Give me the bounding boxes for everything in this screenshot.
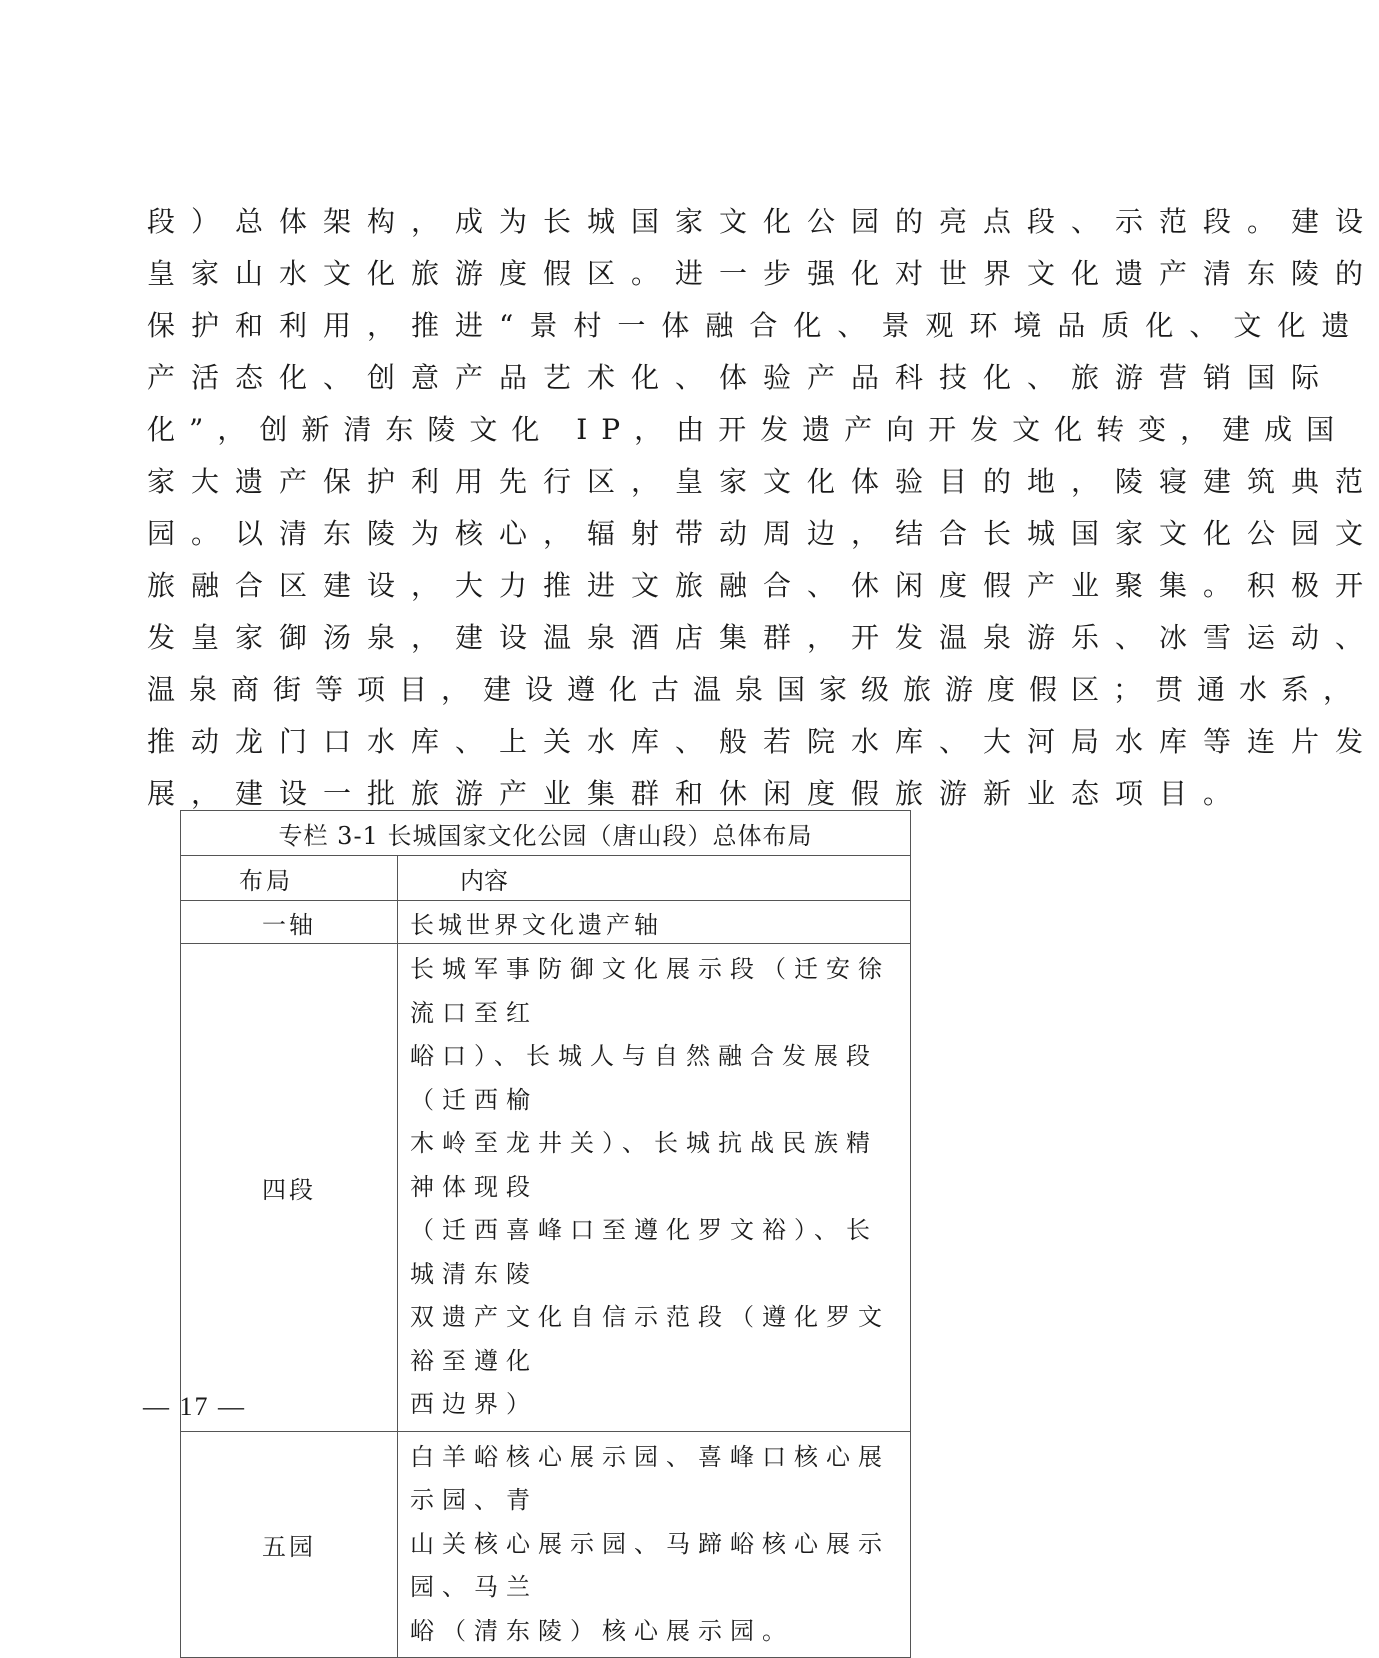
paragraph-line: 推动龙门口水库、上关水库、般若院水库、大河局水库等连片发 xyxy=(147,725,1379,758)
table-header-row xyxy=(181,856,911,901)
content-line: 双遗产文化自信示范段（遵化罗文裕至遵化 xyxy=(410,1303,890,1375)
paragraph-line: 展，建设一批旅游产业集群和休闲度假旅游新业态项目。 xyxy=(147,777,1248,810)
table-row xyxy=(181,1431,911,1658)
content-line: 峪口）、长城人与自然融合发展段（迁西榆 xyxy=(410,1042,878,1114)
content-cell xyxy=(398,944,911,1432)
paragraph-line: 化”，创新清东陵文化 IP，由开发遗产向开发文化转变，建成国 xyxy=(147,413,1349,446)
paragraph-line: 园。以清东陵为核心，辐射带动周边，结合长城国家文化公园文 xyxy=(147,517,1379,550)
content-line: 山关核心展示园、马蹄峪核心展示园、马兰 xyxy=(410,1529,890,1601)
content-line: 白羊峪核心展示园、喜峰口核心展示园、青 xyxy=(410,1442,890,1514)
content-line: 长城世界文化遗产轴 xyxy=(410,910,662,939)
page-number: — 17 — xyxy=(143,1392,246,1421)
content-cell xyxy=(398,1431,911,1658)
paragraph-line: 家大遗产保护利用先行区，皇家文化体验目的地，陵寝建筑典范 xyxy=(147,465,1379,498)
content-line: 峪（清东陵）核心展示园。 xyxy=(410,1616,794,1645)
table-title: 专栏 3-1 长城国家文化公园（唐山段）总体布局 xyxy=(181,811,911,856)
paragraph-line: 皇家山水文化旅游度假区。进一步强化对世界文化遗产清东陵的 xyxy=(147,257,1379,290)
paragraph-line: 发皇家御汤泉，建设温泉酒店集群，开发温泉游乐、冰雪运动、 xyxy=(147,621,1379,654)
paragraph-line: 温泉商街等项目，建设遵化古温泉国家级旅游度假区；贯通水系， xyxy=(147,673,1366,706)
content-line: 西边界） xyxy=(410,1390,538,1418)
layout-cell: 四段 xyxy=(181,944,398,1432)
body-paragraph xyxy=(147,196,1379,820)
content-line: 木岭至龙井关）、长城抗战民族精神体现段 xyxy=(410,1129,878,1201)
paragraph-line: 保护和利用，推进“景村一体融合化、景观环境品质化、文化遗 xyxy=(147,309,1366,342)
layout-cell: 五园 xyxy=(181,1431,398,1658)
table-row xyxy=(181,944,911,1432)
paragraph-line: 段）总体架构，成为长城国家文化公园的亮点段、示范段。建设 xyxy=(147,205,1379,238)
paragraph-line: 产活态化、创意产品艺术化、体验产品科技化、旅游营销国际 xyxy=(147,361,1336,394)
content-line: 长城军事防御文化展示段（迁安徐流口至红 xyxy=(410,955,890,1027)
content-cell xyxy=(398,901,911,944)
content-line: （迁西喜峰口至遵化罗文裕）、长城清东陵 xyxy=(410,1216,878,1288)
layout-cell: 一轴 xyxy=(181,901,398,944)
table-row xyxy=(181,901,911,944)
paragraph-line: 旅融合区建设，大力推进文旅融合、休闲度假产业聚集。积极开 xyxy=(147,569,1379,602)
column-header-layout: 布局 xyxy=(181,856,398,901)
layout-table xyxy=(180,810,911,1658)
column-header-content: 内容 xyxy=(398,856,911,901)
